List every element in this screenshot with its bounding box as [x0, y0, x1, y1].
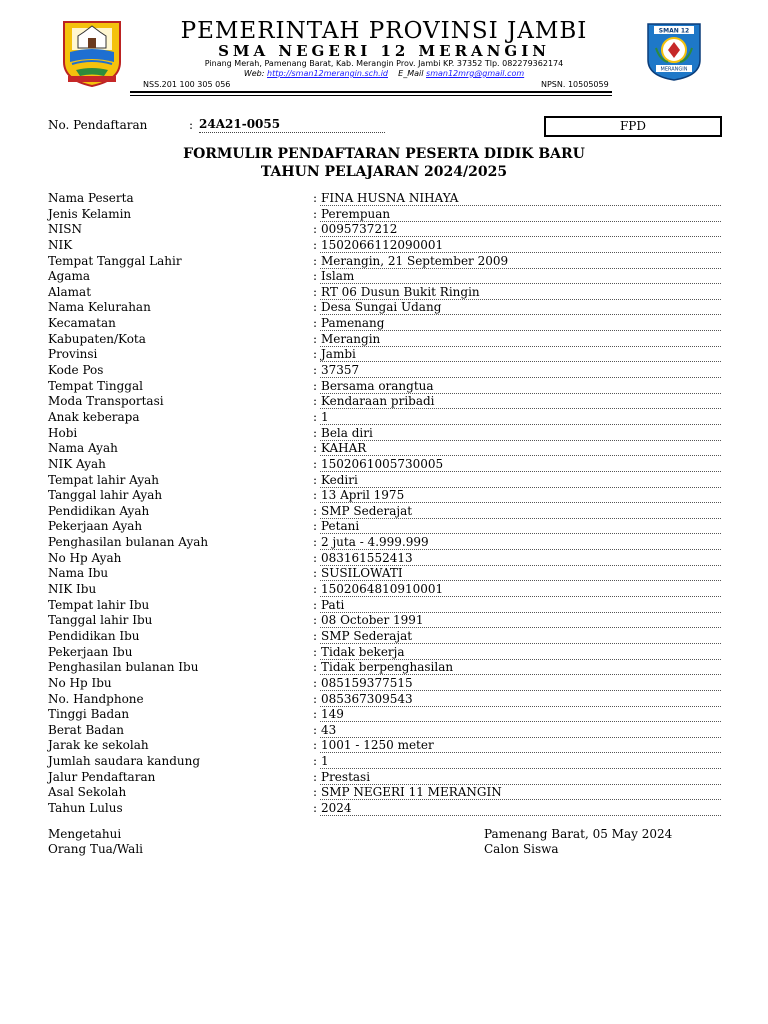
field-row [48, 738, 728, 754]
field-label: No Hp Ibu [48, 675, 112, 690]
field-colon: : [313, 785, 318, 800]
field-label: Penghasilan bulanan Ibu [48, 660, 199, 675]
email-link[interactable]: sman12mrg@gmail.com [426, 69, 525, 78]
field-row [48, 629, 728, 645]
student-data-fields [48, 191, 728, 817]
field-label: Jumlah saudara kandung [48, 754, 201, 769]
field-colon: : [313, 722, 318, 737]
nss-number: NSS.201 100 305 056 [143, 80, 231, 89]
field-label: Kecamatan [48, 316, 116, 331]
field-colon: : [313, 316, 318, 331]
field-value: Perempuan [320, 207, 721, 222]
field-value: Kendaraan pribadi [320, 394, 721, 409]
field-colon: : [313, 237, 318, 252]
form-title: FORMULIR PENDAFTARAN PESERTA DIDIK BARU [183, 146, 585, 162]
field-value: Tidak bekerja [320, 645, 721, 660]
field-row [48, 363, 728, 379]
field-row [48, 394, 728, 410]
form-subtitle: TAHUN PELAJARAN 2024/2025 [260, 164, 508, 180]
field-label: Berat Badan [48, 722, 124, 737]
field-row [48, 426, 728, 442]
field-row [48, 801, 728, 817]
field-value: FINA HUSNA NIHAYA [320, 191, 721, 206]
field-colon: : [313, 660, 318, 675]
field-row [48, 551, 728, 567]
field-colon: : [313, 582, 318, 597]
field-row [48, 473, 728, 489]
letterhead [0, 0, 768, 100]
field-value: 1502064810910001 [320, 582, 721, 597]
field-value: 08 October 1991 [320, 613, 721, 628]
field-value: RT 06 Dusun Bukit Ringin [320, 285, 721, 300]
field-row [48, 332, 728, 348]
field-colon: : [313, 363, 318, 378]
field-row [48, 410, 728, 426]
field-value: KAHAR [320, 441, 721, 456]
field-label: Tempat Tinggal [48, 378, 143, 393]
form-code-box: FPD [544, 116, 722, 137]
field-colon: : [313, 488, 318, 503]
field-label: Jalur Pendaftaran [48, 769, 156, 784]
registration-number-label: No. Pendaftaran [48, 118, 148, 132]
field-colon: : [313, 191, 318, 205]
field-row [48, 191, 728, 207]
field-row [48, 457, 728, 473]
field-row [48, 613, 728, 629]
field-value: Bela diri [320, 426, 721, 441]
field-label: Agama [48, 269, 91, 284]
field-row [48, 285, 728, 301]
field-value: Petani [320, 519, 721, 534]
field-label: Pendidikan Ayah [48, 503, 150, 518]
acknowledged-label: Mengetahui [48, 827, 122, 841]
field-value: Pamenang [320, 316, 721, 331]
field-value: SMP Sederajat [320, 629, 721, 644]
field-colon: : [313, 597, 318, 612]
field-label: Tempat lahir Ibu [48, 597, 150, 612]
field-colon: : [313, 519, 318, 534]
field-colon: : [313, 253, 318, 268]
field-colon: : [313, 769, 318, 784]
school-emblem-icon [642, 20, 706, 82]
field-value: 43 [320, 723, 721, 738]
field-colon: : [313, 691, 318, 706]
registration-number: 24A21-0055 [199, 117, 385, 133]
school-name: SMA NEGERI 12 MERANGIN [218, 42, 550, 60]
field-label: Nama Ayah [48, 441, 118, 456]
field-value: Pati [320, 598, 721, 613]
field-colon: : [313, 378, 318, 393]
field-row [48, 785, 728, 801]
field-label: Tanggal lahir Ibu [48, 613, 153, 628]
emblem-top-text: SMAN 12 [658, 27, 690, 35]
field-value: SMP NEGERI 11 MERANGIN [320, 785, 721, 800]
field-label: Pekerjaan Ibu [48, 644, 133, 659]
field-colon: : [313, 472, 318, 487]
field-colon: : [313, 503, 318, 518]
field-row [48, 207, 728, 223]
field-colon: : [313, 566, 318, 581]
header-divider-thin [130, 95, 612, 96]
field-label: Hobi [48, 425, 78, 440]
field-value: Kediri [320, 473, 721, 488]
government-title: PEMERINTAH PROVINSI JAMBI [180, 18, 588, 44]
field-colon: : [313, 284, 318, 299]
field-label: Nama Ibu [48, 566, 109, 581]
field-label: Pendidikan Ibu [48, 628, 140, 643]
web-label: Web: [243, 69, 265, 78]
field-row [48, 316, 728, 332]
field-value: Bersama orangtua [320, 379, 721, 394]
field-value: 149 [320, 707, 721, 722]
email-label: E_Mail [398, 69, 424, 78]
field-value: 1502066112090001 [320, 238, 721, 253]
field-colon: : [313, 535, 318, 550]
field-colon: : [313, 738, 318, 753]
field-row [48, 504, 728, 520]
field-row [48, 441, 728, 457]
field-row [48, 660, 728, 676]
field-value: Prestasi [320, 770, 721, 785]
field-label: Tinggi Badan [48, 707, 130, 722]
field-label: Pekerjaan Ayah [48, 519, 143, 534]
field-row [48, 488, 728, 504]
field-row [48, 300, 728, 316]
field-colon: : [313, 754, 318, 769]
field-colon: : [313, 331, 318, 346]
field-row [48, 707, 728, 723]
field-value: SUSILOWATI [320, 566, 721, 581]
field-value: Jambi [320, 347, 721, 362]
field-row [48, 598, 728, 614]
parent-guardian-label: Orang Tua/Wali [48, 842, 144, 856]
field-colon: : [313, 409, 318, 424]
field-row [48, 535, 728, 551]
field-row [48, 676, 728, 692]
candidate-student-label: Calon Siswa [484, 842, 559, 856]
field-colon: : [313, 644, 318, 659]
field-colon: : [313, 394, 318, 409]
field-colon: : [313, 269, 318, 284]
field-value: Merangin [320, 332, 721, 347]
field-colon: : [313, 456, 318, 471]
field-label: Jenis Kelamin [48, 206, 132, 221]
field-value: 085159377515 [320, 676, 721, 691]
field-label: No Hp Ayah [48, 550, 122, 565]
field-label: Alamat [48, 284, 92, 299]
field-row [48, 692, 728, 708]
header-divider-thick [130, 91, 612, 93]
field-value: Desa Sungai Udang [320, 300, 721, 315]
field-row [48, 222, 728, 238]
field-label: No. Handphone [48, 691, 144, 706]
field-label: Anak keberapa [48, 409, 140, 424]
field-value: 13 April 1975 [320, 488, 721, 503]
field-label: Nama Peserta [48, 191, 134, 205]
field-value: 0095737212 [320, 222, 721, 237]
place-date: Pamenang Barat, 05 May 2024 [484, 827, 673, 841]
field-row [48, 723, 728, 739]
field-label: NIK Ibu [48, 582, 97, 597]
field-value: SMP Sederajat [320, 504, 721, 519]
field-label: Kabupaten/Kota [48, 331, 146, 346]
field-value: 1001 - 1250 meter [320, 738, 721, 753]
field-label: Tanggal lahir Ayah [48, 488, 163, 503]
field-value: 083161552413 [320, 551, 721, 566]
contact-line [130, 69, 638, 79]
field-row [48, 254, 728, 270]
field-row [48, 566, 728, 582]
field-row [48, 269, 728, 285]
field-colon: : [313, 800, 318, 815]
registration-colon: : [189, 118, 194, 132]
school-address: Pinang Merah, Pamenang Barat, Kab. Merangin Prov. Jambi KP. 37352 Tlp. 082279362174 [204, 59, 564, 68]
field-value: 085367309543 [320, 692, 721, 707]
field-label: Tempat Tanggal Lahir [48, 253, 182, 268]
field-colon: : [313, 347, 318, 362]
field-row [48, 582, 728, 598]
field-row [48, 379, 728, 395]
field-label: Nama Kelurahan [48, 300, 151, 315]
field-colon: : [313, 707, 318, 722]
field-colon: : [313, 222, 318, 237]
field-row [48, 238, 728, 254]
field-value: Tidak berpenghasilan [320, 660, 721, 675]
field-label: NISN [48, 222, 82, 237]
field-label: Provinsi [48, 347, 98, 362]
field-value: Merangin, 21 September 2009 [320, 254, 721, 269]
field-value: 1502061005730005 [320, 457, 721, 472]
field-colon: : [313, 675, 318, 690]
web-link[interactable]: http://sman12merangin.sch.id [267, 69, 388, 78]
field-label: Tempat lahir Ayah [48, 472, 159, 487]
field-colon: : [313, 441, 318, 456]
field-row [48, 347, 728, 363]
field-row [48, 754, 728, 770]
field-colon: : [313, 613, 318, 628]
field-label: Jarak ke sekolah [48, 738, 149, 753]
field-value: 2 juta - 4.999.999 [320, 535, 721, 550]
field-value: 2024 [320, 801, 721, 816]
field-label: Kode Pos [48, 363, 104, 378]
field-label: Penghasilan bulanan Ayah [48, 535, 209, 550]
field-colon: : [313, 300, 318, 315]
field-value: Islam [320, 269, 721, 284]
field-row [48, 645, 728, 661]
field-row [48, 770, 728, 786]
field-row [48, 519, 728, 535]
field-colon: : [313, 550, 318, 565]
emblem-bottom-text: MERANGIN [660, 66, 688, 73]
field-label: NIK Ayah [48, 456, 106, 471]
field-colon: : [313, 425, 318, 440]
field-label: NIK [48, 237, 73, 252]
field-label: Tahun Lulus [48, 800, 123, 815]
jambi-province-emblem-icon [58, 18, 126, 88]
npsn-number: NPSN. 10505059 [541, 80, 609, 89]
field-value: 1 [320, 410, 721, 425]
field-label: Asal Sekolah [48, 785, 127, 800]
field-colon: : [313, 628, 318, 643]
field-value: 1 [320, 754, 721, 769]
field-colon: : [313, 206, 318, 221]
field-value: 37357 [320, 363, 721, 378]
field-label: Moda Transportasi [48, 394, 164, 409]
